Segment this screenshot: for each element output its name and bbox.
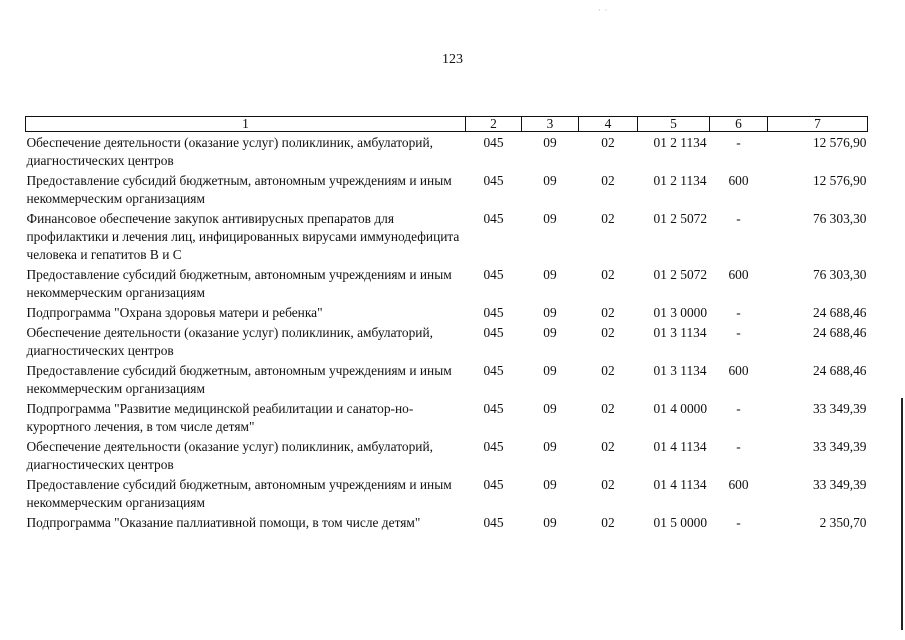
row-amount-cell: 33 349,39 bbox=[812, 439, 867, 454]
row-expense-type-cell: - bbox=[736, 439, 741, 454]
row-name-cell: Подпрограмма "Оказание паллиативной помощи, в том числе детям" bbox=[26, 515, 421, 530]
row-subsection-code-cell: 02 bbox=[601, 401, 615, 416]
row-expense-type-cell: - bbox=[736, 135, 741, 150]
column-header-1: 1 bbox=[26, 117, 466, 132]
row-expense-type-cell: - bbox=[736, 305, 741, 320]
row-subsection-code-cell: 02 bbox=[601, 477, 615, 492]
row-amount-cell: 12 576,90 bbox=[812, 135, 867, 150]
row-article-code-cell: 01 2 1134 bbox=[653, 173, 707, 188]
row-amount-cell: 76 303,30 bbox=[812, 211, 867, 226]
row-article-code-cell: 01 2 5072 bbox=[653, 267, 708, 282]
row-subsection-code-cell: 02 bbox=[601, 305, 615, 320]
table-row bbox=[26, 398, 868, 436]
row-article-code-cell: 01 2 5072 bbox=[653, 211, 708, 226]
row-admin-code-cell: 045 bbox=[483, 477, 504, 492]
row-name-cell: Обеспечение деятельности (оказание услуг) поликлиник, амбулаторий, диагностических центров bbox=[26, 325, 433, 358]
row-admin-code-cell: 045 bbox=[483, 515, 504, 530]
row-section-code-cell: 09 bbox=[543, 401, 557, 416]
column-header-2: 2 bbox=[466, 117, 522, 132]
row-name-cell: Предоставление субсидий бюджетным, автономным учреждениям и иным некоммерческим организациям bbox=[26, 477, 452, 510]
row-article-code-cell: 01 4 1134 bbox=[653, 439, 707, 454]
row-article-code-cell: 01 3 1134 bbox=[653, 325, 707, 340]
row-amount-cell: 76 303,30 bbox=[812, 267, 867, 282]
table-row bbox=[26, 132, 868, 171]
page-number: 123 bbox=[442, 52, 463, 67]
row-subsection-code-cell: 02 bbox=[601, 267, 615, 282]
table-row bbox=[26, 264, 868, 302]
column-header-5: 5 bbox=[638, 117, 710, 132]
row-admin-code-cell: 045 bbox=[483, 401, 504, 416]
row-amount-cell: 33 349,39 bbox=[812, 477, 867, 492]
row-expense-type-cell: - bbox=[736, 515, 741, 530]
row-amount-cell: 33 349,39 bbox=[812, 401, 867, 416]
scan-edge-bar bbox=[901, 398, 903, 630]
row-subsection-code-cell: 02 bbox=[601, 325, 615, 340]
row-admin-code-cell: 045 bbox=[483, 363, 504, 378]
table-row bbox=[26, 436, 868, 474]
row-name-cell: Обеспечение деятельности (оказание услуг) поликлиник, амбулаторий, диагностических центров bbox=[26, 135, 433, 168]
row-section-code-cell: 09 bbox=[543, 305, 557, 320]
row-expense-type-cell: - bbox=[736, 325, 741, 340]
row-name-cell: Финансовое обеспечение закупок антивирусных препаратов для профилактики и лечения лиц, инфицированных вирусами иммунодефицита человека и гепатитов В и С bbox=[26, 211, 460, 262]
row-article-code-cell: 01 3 0000 bbox=[653, 305, 708, 320]
row-subsection-code-cell: 02 bbox=[601, 515, 615, 530]
row-expense-type-cell: 600 bbox=[728, 267, 749, 282]
column-header-4: 4 bbox=[579, 117, 638, 132]
row-subsection-code-cell: 02 bbox=[601, 173, 615, 188]
row-section-code-cell: 09 bbox=[543, 515, 557, 530]
row-admin-code-cell: 045 bbox=[483, 267, 504, 282]
row-expense-type-cell: - bbox=[736, 211, 741, 226]
table-row bbox=[26, 208, 868, 264]
row-section-code-cell: 09 bbox=[543, 267, 557, 282]
row-article-code-cell: 01 5 0000 bbox=[653, 515, 708, 530]
row-article-code-cell: 01 4 1134 bbox=[653, 477, 707, 492]
row-article-code-cell: 01 2 1134 bbox=[653, 135, 707, 150]
row-expense-type-cell: 600 bbox=[728, 363, 749, 378]
row-amount-cell: 2 350,70 bbox=[819, 515, 867, 530]
row-expense-type-cell: 600 bbox=[728, 477, 749, 492]
row-subsection-code-cell: 02 bbox=[601, 439, 615, 454]
budget-table bbox=[25, 116, 868, 532]
row-admin-code-cell: 045 bbox=[483, 325, 504, 340]
row-section-code-cell: 09 bbox=[543, 477, 557, 492]
table-row bbox=[26, 170, 868, 208]
row-amount-cell: 24 688,46 bbox=[812, 325, 867, 340]
row-expense-type-cell: - bbox=[736, 401, 741, 416]
scan-artifact-dots: · · bbox=[598, 6, 609, 15]
table-row bbox=[26, 474, 868, 512]
row-admin-code-cell: 045 bbox=[483, 211, 504, 226]
row-amount-cell: 24 688,46 bbox=[812, 363, 867, 378]
row-admin-code-cell: 045 bbox=[483, 135, 504, 150]
row-section-code-cell: 09 bbox=[543, 173, 557, 188]
table-row bbox=[26, 512, 868, 532]
row-name-cell: Подпрограмма "Развитие медицинской реабилитации и санатор-но-курортного лечения, в том числе детям" bbox=[26, 401, 414, 434]
table-row bbox=[26, 322, 868, 360]
column-header-6: 6 bbox=[710, 117, 768, 132]
row-section-code-cell: 09 bbox=[543, 363, 557, 378]
row-section-code-cell: 09 bbox=[543, 439, 557, 454]
column-number-header-row bbox=[26, 117, 868, 132]
row-name-cell: Подпрограмма "Охрана здоровья матери и ребенка" bbox=[26, 305, 323, 320]
row-section-code-cell: 09 bbox=[543, 211, 557, 226]
column-header-3: 3 bbox=[522, 117, 579, 132]
table-row bbox=[26, 360, 868, 398]
row-section-code-cell: 09 bbox=[543, 135, 557, 150]
row-article-code-cell: 01 3 1134 bbox=[653, 363, 707, 378]
row-name-cell: Обеспечение деятельности (оказание услуг) поликлиник, амбулаторий, диагностических центров bbox=[26, 439, 433, 472]
row-expense-type-cell: 600 bbox=[728, 173, 749, 188]
row-name-cell: Предоставление субсидий бюджетным, автономным учреждениям и иным некоммерческим организациям bbox=[26, 363, 452, 396]
row-admin-code-cell: 045 bbox=[483, 305, 504, 320]
table-row bbox=[26, 302, 868, 322]
table-body bbox=[26, 132, 868, 533]
row-admin-code-cell: 045 bbox=[483, 173, 504, 188]
row-section-code-cell: 09 bbox=[543, 325, 557, 340]
row-name-cell: Предоставление субсидий бюджетным, автономным учреждениям и иным некоммерческим организациям bbox=[26, 267, 452, 300]
row-name-cell: Предоставление субсидий бюджетным, автономным учреждениям и иным некоммерческим организациям bbox=[26, 173, 452, 206]
row-subsection-code-cell: 02 bbox=[601, 211, 615, 226]
row-subsection-code-cell: 02 bbox=[601, 363, 615, 378]
row-article-code-cell: 01 4 0000 bbox=[653, 401, 708, 416]
row-subsection-code-cell: 02 bbox=[601, 135, 615, 150]
row-amount-cell: 12 576,90 bbox=[812, 173, 867, 188]
row-amount-cell: 24 688,46 bbox=[812, 305, 867, 320]
column-header-7: 7 bbox=[768, 117, 868, 132]
row-admin-code-cell: 045 bbox=[483, 439, 504, 454]
